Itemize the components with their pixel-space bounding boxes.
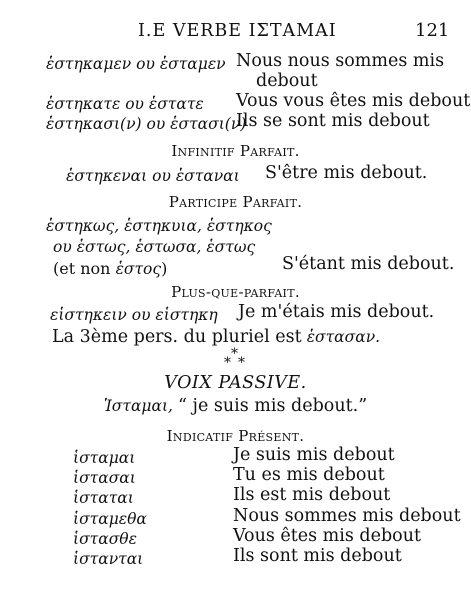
page-title: I.E VERBE ΙΣΤΑΜΑΙ [138, 21, 337, 41]
french-translation: Ils est mis debout [233, 485, 391, 505]
greek-form: ἑστηκαμεν ου ἑσταμεν [46, 55, 226, 73]
passive-title: VOIX PASSIVE. [164, 373, 307, 393]
section-heading-infinitive: Infinitif Parfait. [171, 142, 300, 160]
passive-subtitle: Ἱσταμαι, “ je suis mis debout.” [103, 396, 368, 416]
french-translation: Je m'étais mis debout. [238, 302, 435, 322]
french-translation: Tu es mis debout [233, 465, 385, 485]
greek-form: ου ἑστως, ἑστωσα, ἑστως [53, 238, 256, 256]
greek-form: ἱστανται [73, 550, 144, 568]
french-translation: Je suis mis debout [233, 445, 395, 465]
section-heading-pluperfect: Plus-que-parfait. [171, 283, 300, 301]
greek-form: ἑστηκατε ου ἑστατε [46, 95, 204, 113]
greek-form: ἱστασαι [73, 469, 136, 487]
greek-form: ἱσταμαι [73, 449, 136, 467]
section-heading-present: Indicatif Présent. [166, 427, 305, 445]
section-heading-participle: Participe Parfait. [168, 193, 303, 211]
greek-form: ἱσταμεθα [73, 510, 147, 528]
pluperfect-note: La 3ème pers. du pluriel est ἑστασαν. [52, 327, 381, 347]
greek-form: εἱστηκειν ου εἱστηκη [50, 306, 218, 324]
french-translation: S'étant mis debout. [282, 254, 455, 274]
greek-note: (et non ἑστος) [53, 259, 168, 278]
greek-form: ἑστηκως, ἑστηκυια, ἑστηκος [46, 217, 272, 235]
french-translation-continued: debout [256, 71, 318, 91]
french-translation: Vous êtes mis debout [233, 526, 422, 546]
french-translation: Nous nous sommes mis [236, 51, 445, 71]
french-translation: Ils sont mis debout [233, 546, 402, 566]
french-translation: Vous vous êtes mis debout [236, 91, 471, 111]
greek-form: ἑστηκεναι ου ἑσταναι [66, 167, 240, 185]
french-translation: Ils se sont mis debout [236, 111, 430, 131]
french-translation: Nous sommes mis debout [233, 506, 461, 526]
greek-form: ἱσταται [73, 489, 134, 507]
greek-form: ἑστηκασι(ν) ου ἑστασι(ν) [46, 115, 247, 133]
greek-form: ἱστασθε [73, 530, 137, 548]
page-number: 121 [415, 20, 450, 41]
french-translation: S'être mis debout. [265, 163, 428, 183]
